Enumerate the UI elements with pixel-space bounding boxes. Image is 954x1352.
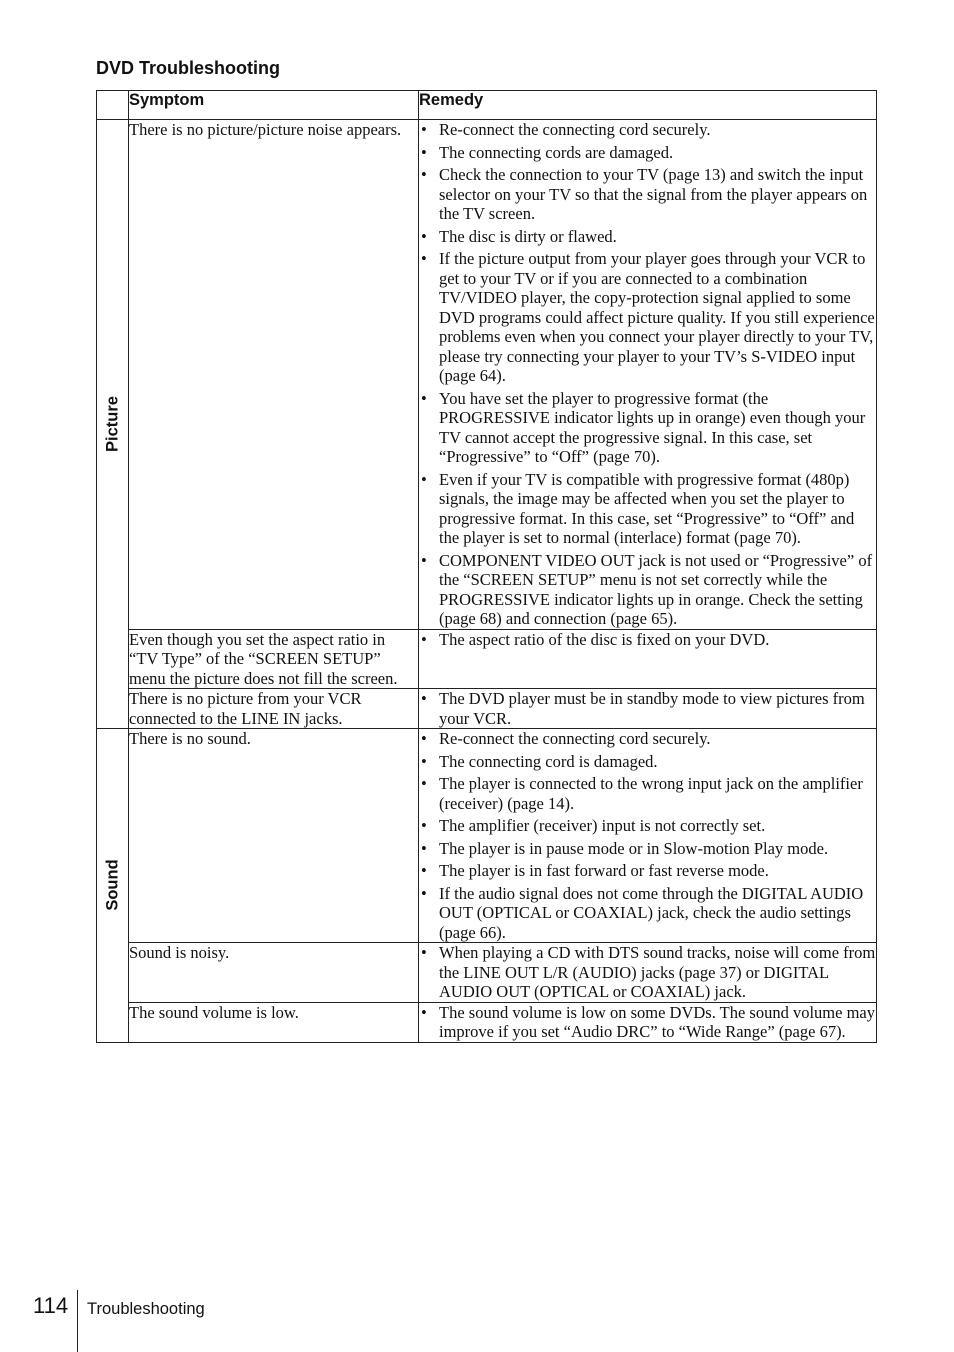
table-row — [97, 943, 877, 1003]
symptom-cell: There is no sound. — [129, 729, 419, 943]
remedy-item: • The connecting cords are damaged. — [419, 143, 876, 163]
symptom-cell: Even though you set the aspect ratio in “TV Type” of the “SCREEN SETUP” menu the picture does not fill the screen. — [129, 629, 419, 689]
symptom-header: Symptom — [129, 91, 419, 120]
footer-section-label: Troubleshooting — [87, 1300, 205, 1318]
remedy-item: • The DVD player must be in standby mode to view pictures from your VCR. — [419, 689, 876, 728]
table-row — [97, 1002, 877, 1042]
remedy-cell — [419, 120, 877, 630]
remedy-list — [419, 120, 876, 629]
footer-divider — [77, 1290, 78, 1352]
troubleshooting-table-body — [97, 120, 877, 1043]
remedy-list — [419, 729, 876, 942]
remedy-cell — [419, 729, 877, 943]
table-row — [97, 689, 877, 729]
remedy-list — [419, 1003, 876, 1042]
symptom-cell: The sound volume is low. — [129, 1002, 419, 1042]
remedy-list — [419, 630, 876, 650]
remedy-item: • You have set the player to progressive format (the PROGRESSIVE indicator lights up in orange) even though your TV cannot accept the progressive signal. In this case, set “Progressive” to “Off” (page 70). — [419, 389, 876, 467]
remedy-list — [419, 943, 876, 1002]
remedy-item: • The amplifier (receiver) input is not correctly set. — [419, 816, 876, 836]
remedy-item: • COMPONENT VIDEO OUT jack is not used or “Progressive” of the “SCREEN SETUP” menu is not set correctly while the PROGRESSIVE indicator lights up in orange. Check the setting (page 68) and connection (page 65). — [419, 551, 876, 629]
symptom-cell: There is no picture from your VCR connected to the LINE IN jacks. — [129, 689, 419, 729]
remedy-item: • The player is connected to the wrong input jack on the amplifier (receiver) (page 14). — [419, 774, 876, 813]
section-title: DVD Troubleshooting — [96, 58, 280, 78]
page-number: 114 — [33, 1293, 69, 1318]
remedy-list — [419, 689, 876, 728]
remedy-item: • If the picture output from your player goes through your VCR to get to your TV or if you are connected to a combination TV/VIDEO player, the copy-protection signal applied to some DVD programs could affect picture quality. If you still experience problems even when you connect your player directly to your TV, please try connecting your player to your TV’s S-VIDEO input (page 64). — [419, 249, 876, 386]
remedy-item: • Re-connect the connecting cord securely. — [419, 120, 876, 140]
remedy-cell — [419, 689, 877, 729]
remedy-item: • The connecting cord is damaged. — [419, 752, 876, 772]
remedy-item: • If the audio signal does not come through the DIGITAL AUDIO OUT (OPTICAL or COAXIAL) jack, check the audio settings (page 66). — [419, 884, 876, 943]
troubleshooting-table — [96, 90, 877, 1043]
table-row — [97, 120, 877, 630]
remedy-item: • Re-connect the connecting cord securely. — [419, 729, 876, 749]
category-label: Sound — [103, 859, 121, 911]
remedy-item: • The player is in fast forward or fast reverse mode. — [419, 861, 876, 881]
category-label: Picture — [103, 396, 121, 452]
category-cell — [97, 729, 129, 1043]
remedy-item: • Even if your TV is compatible with progressive format (480p) signals, the image may be affected when you set the player to progressive format. In this case, set “Progressive” to “Off” and the player is set to normal (interlace) format (page 70). — [419, 470, 876, 548]
table-row — [97, 629, 877, 689]
remedy-cell — [419, 629, 877, 689]
remedy-item: • The aspect ratio of the disc is fixed on your DVD. — [419, 630, 876, 650]
symptom-cell: There is no picture/picture noise appears. — [129, 120, 419, 630]
table-row — [97, 729, 877, 943]
remedy-item: • The disc is dirty or flawed. — [419, 227, 876, 247]
remedy-item: • Check the connection to your TV (page 13) and switch the input selector on your TV so that the signal from the player appears on the TV screen. — [419, 165, 876, 224]
remedy-item: • The sound volume is low on some DVDs. The sound volume may improve if you set “Audio DRC” to “Wide Range” (page 67). — [419, 1003, 876, 1042]
remedy-item: • The player is in pause mode or in Slow-motion Play mode. — [419, 839, 876, 859]
category-cell — [97, 120, 129, 729]
remedy-header: Remedy — [419, 91, 877, 120]
remedy-cell — [419, 1002, 877, 1042]
category-header-cell — [97, 91, 129, 120]
remedy-cell — [419, 943, 877, 1003]
symptom-cell: Sound is noisy. — [129, 943, 419, 1003]
table-header-row — [97, 91, 877, 120]
remedy-item: • When playing a CD with DTS sound tracks, noise will come from the LINE OUT L/R (AUDIO) jacks (page 37) or DIGITAL AUDIO OUT (OPTICAL or COAXIAL) jack. — [419, 943, 876, 1002]
